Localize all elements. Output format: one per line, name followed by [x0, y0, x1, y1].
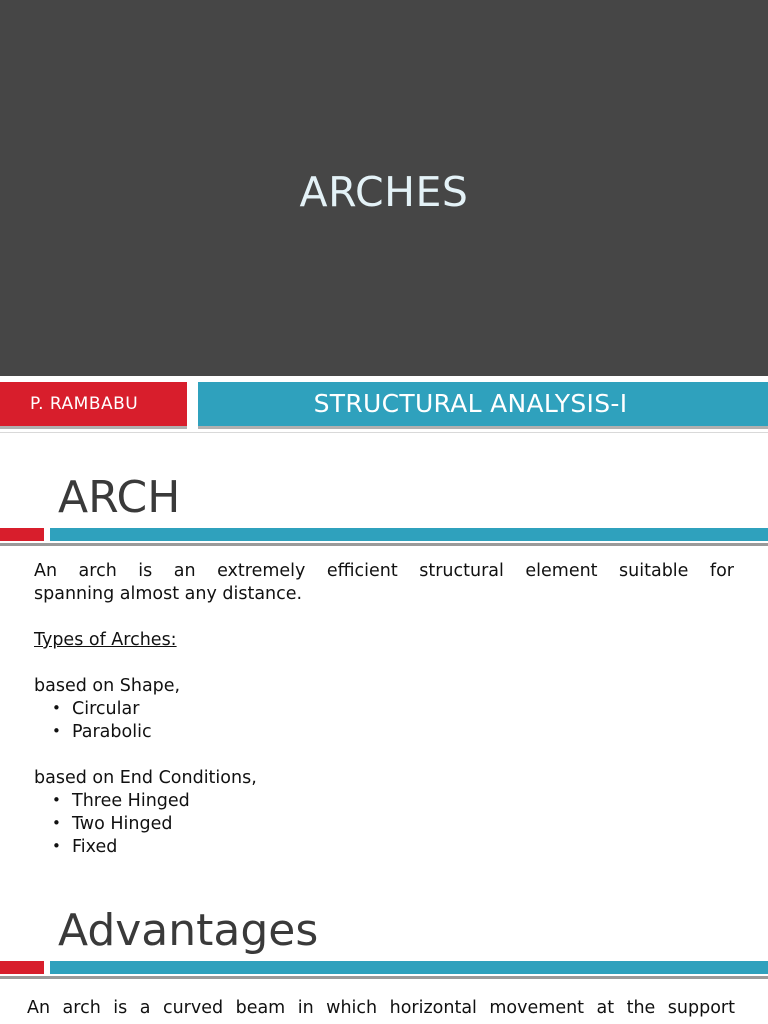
presentation-title: ARCHES [299, 168, 469, 216]
end-conditions-label: based on End Conditions, [34, 768, 257, 788]
heading-bar-underline [0, 976, 768, 979]
arch-heading: ARCH [58, 472, 181, 523]
subject-box [198, 382, 768, 429]
list-item: • Circular [52, 698, 152, 721]
intro-line-1: An arch is an extremely efficient structural element suitable for [34, 561, 734, 581]
heading-bar-blue [50, 528, 768, 541]
heading-bar-red [0, 528, 44, 541]
list-item: • Parabolic [52, 721, 152, 744]
title-slide [0, 0, 768, 376]
shape-label: based on Shape, [34, 676, 181, 696]
advantages-heading: Advantages [58, 905, 319, 956]
shape-list [52, 698, 152, 744]
list-item: • Two Hinged [52, 813, 190, 836]
subject-title: STRUCTURAL ANALYSIS-I [313, 389, 628, 418]
advantages-text-line-1: An arch is a curved beam in which horizontal movement at the support [27, 998, 735, 1018]
heading-bar-underline [0, 543, 768, 546]
types-of-arches-heading: Types of Arches: [34, 630, 177, 650]
heading-bar-blue [50, 961, 768, 974]
slide-divider [0, 432, 768, 433]
intro-line-2: spanning almost any distance. [34, 584, 303, 604]
author-box [0, 382, 187, 429]
end-conditions-list [52, 790, 190, 859]
heading-bar-red [0, 961, 44, 974]
list-item: • Three Hinged [52, 790, 190, 813]
author-name: P. RAMBABU [30, 394, 139, 414]
list-item: • Fixed [52, 836, 190, 859]
